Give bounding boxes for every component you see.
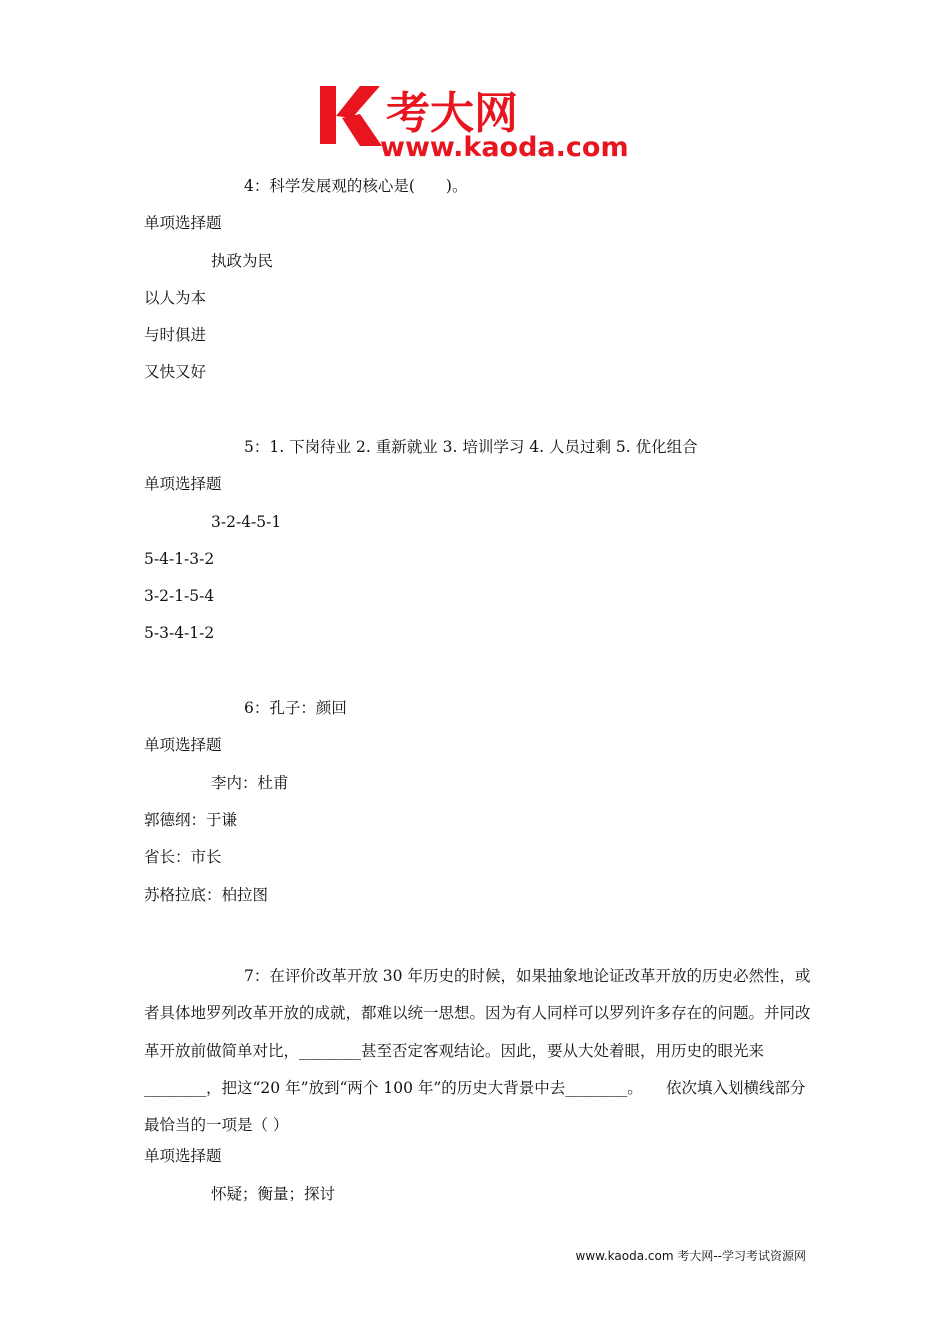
question-7-option-a: 怀疑；衡量；探讨	[211, 1185, 336, 1203]
question-4-option-b: 以人为本	[144, 289, 207, 307]
question-5-option-c: 3-2-1-5-4	[144, 587, 215, 605]
question-4-option-a: 执政为民	[211, 252, 274, 270]
question-7-title: 7：在评价改革开放 30 年历史的时候，如果抽象地论证改革开放的历史必然性，或者具体地罗列改革开放的成就，都难以统一思想。因为有人同样可以罗列许多存在的问题。并同改革开放前做简单对比，________甚至否定客观结论。因此，要从大处着眼，用历史的眼光来________，把这“20 年”放到“两个 100 年”的历史大背景中去________。 依次填入划横线部分最恰当的一项是（ ）	[144, 967, 811, 1135]
logo-k-mark	[320, 86, 382, 146]
question-5-type: 单项选择题	[144, 475, 222, 493]
question-6-option-a: 李内：杜甫	[211, 774, 289, 792]
question-6-option-d: 苏格拉底：柏拉图	[144, 886, 269, 904]
logo-url-text: www.kaoda.com	[380, 132, 629, 160]
question-5-option-d: 5-3-4-1-2	[144, 624, 215, 642]
question-6-option-b: 郭德纲：于谦	[144, 811, 238, 829]
question-6-title: 6：孔子：颜回	[244, 699, 347, 717]
question-4-type: 单项选择题	[144, 214, 222, 232]
question-4-title: 4：科学发展观的核心是( )。	[244, 177, 468, 195]
question-5-option-b: 5-4-1-3-2	[144, 550, 215, 568]
question-4-option-d: 又快又好	[144, 363, 207, 381]
question-5-option-a: 3-2-4-5-1	[211, 513, 282, 531]
question-4-option-c: 与时俱进	[144, 326, 207, 344]
page-footer: www.kaoda.com 考大网--学习考试资源网	[575, 1249, 806, 1263]
question-7-type: 单项选择题	[144, 1147, 222, 1165]
logo-cn-name: 考大网	[386, 88, 518, 139]
kaoda-logo-graphic	[316, 80, 640, 160]
question-5-title: 5：1. 下岗待业 2. 重新就业 3. 培训学习 4. 人员过剩 5. 优化组合	[244, 438, 698, 456]
question-6-option-c: 省长：市长	[144, 848, 222, 866]
question-6-type: 单项选择题	[144, 736, 222, 754]
kaoda-logo	[316, 80, 640, 160]
